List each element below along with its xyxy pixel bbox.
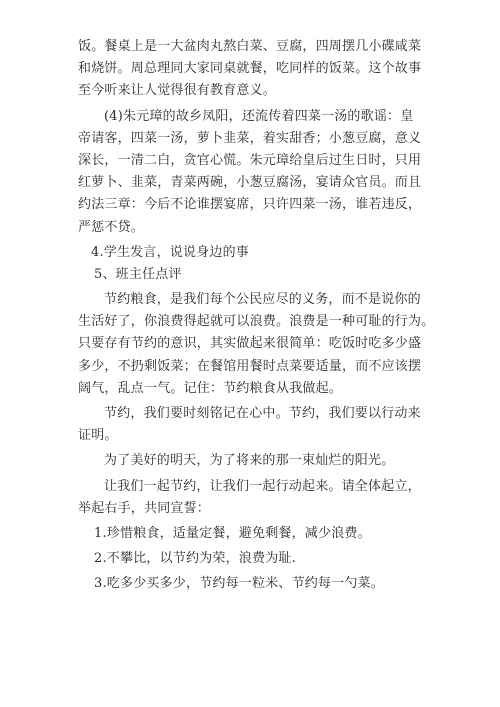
section-heading: 4.学生发言，说说身边的事 xyxy=(91,244,250,260)
paragraph-line: (4)朱元璋的故乡凤阳，还流传着四菜一汤的歌谣：皇 xyxy=(104,108,414,124)
pledge-item: 2.不攀比，以节约为荣，浪费为耻. xyxy=(94,551,296,567)
paragraph-line: 帝请客，四菜一汤，萝卜韭菜，着实甜香；小葱豆腐，意义 xyxy=(78,130,422,146)
paragraph-line: 节约，我们要时刻铭记在心中。节约，我们要以行动来 xyxy=(104,406,421,421)
paragraph-line: 证明。 xyxy=(78,428,118,444)
paragraph-line: 阔气，乱点一气。记住：节约粮食从我做起。 xyxy=(78,380,343,396)
pledge-item: 3.吃多少买多少，节约每一粒米、节约每一勺菜。 xyxy=(94,576,385,592)
paragraph-line: 节约粮食，是我们每个公民应尽的义务，而不是说你的 xyxy=(104,292,421,308)
paragraph-line: 举起右手，共同宣誓： xyxy=(78,500,211,516)
paragraph-line: 至今听来让人觉得很有教育意义。 xyxy=(78,83,277,99)
paragraph-line: 生活好了，你浪费得起就可以浪费。浪费是一种可耻的行为。 xyxy=(78,314,435,330)
paragraph-line: 深长，一清二白，贪官心慌。朱元璋给皇后过生日时，只用 xyxy=(78,152,422,168)
paragraph-line: 饭。餐桌上是一大盆肉丸熬白菜、豆腐，四周摆几小碟咸菜 xyxy=(78,39,422,54)
paragraph-line: 严惩不贷。 xyxy=(78,219,145,235)
pledge-item: 1.珍惜粮食，适量定餐，避免剩餐，减少浪费。 xyxy=(94,525,371,541)
paragraph-line: 为了美好的明天，为了将来的那一束灿烂的阳光。 xyxy=(104,453,395,469)
paragraph-line: 和烧饼。周总理同大家同桌就餐，吃同样的饭菜。这个故事 xyxy=(78,61,422,77)
paragraph-line: 多少，不扔剩饭菜；在餐馆用餐时点菜要适量，而不应该摆 xyxy=(78,358,422,374)
paragraph-line: 只要存有节约的意识，其实做起来很简单：吃饭时吃多少盛 xyxy=(78,336,422,352)
paragraph-line: 让我们一起节约，让我们一起行动起来。请全体起立， xyxy=(104,478,421,494)
document-page xyxy=(78,36,438,596)
paragraph-line: 红萝卜、韭菜，青菜两碗，小葱豆腐汤，宴请众官员。而且 xyxy=(78,175,422,191)
section-heading: 5、班主任点评 xyxy=(94,266,182,282)
paragraph-line: 约法三章：今后不论谁摆宴席，只许四菜一汤，谁若违反， xyxy=(78,197,422,213)
